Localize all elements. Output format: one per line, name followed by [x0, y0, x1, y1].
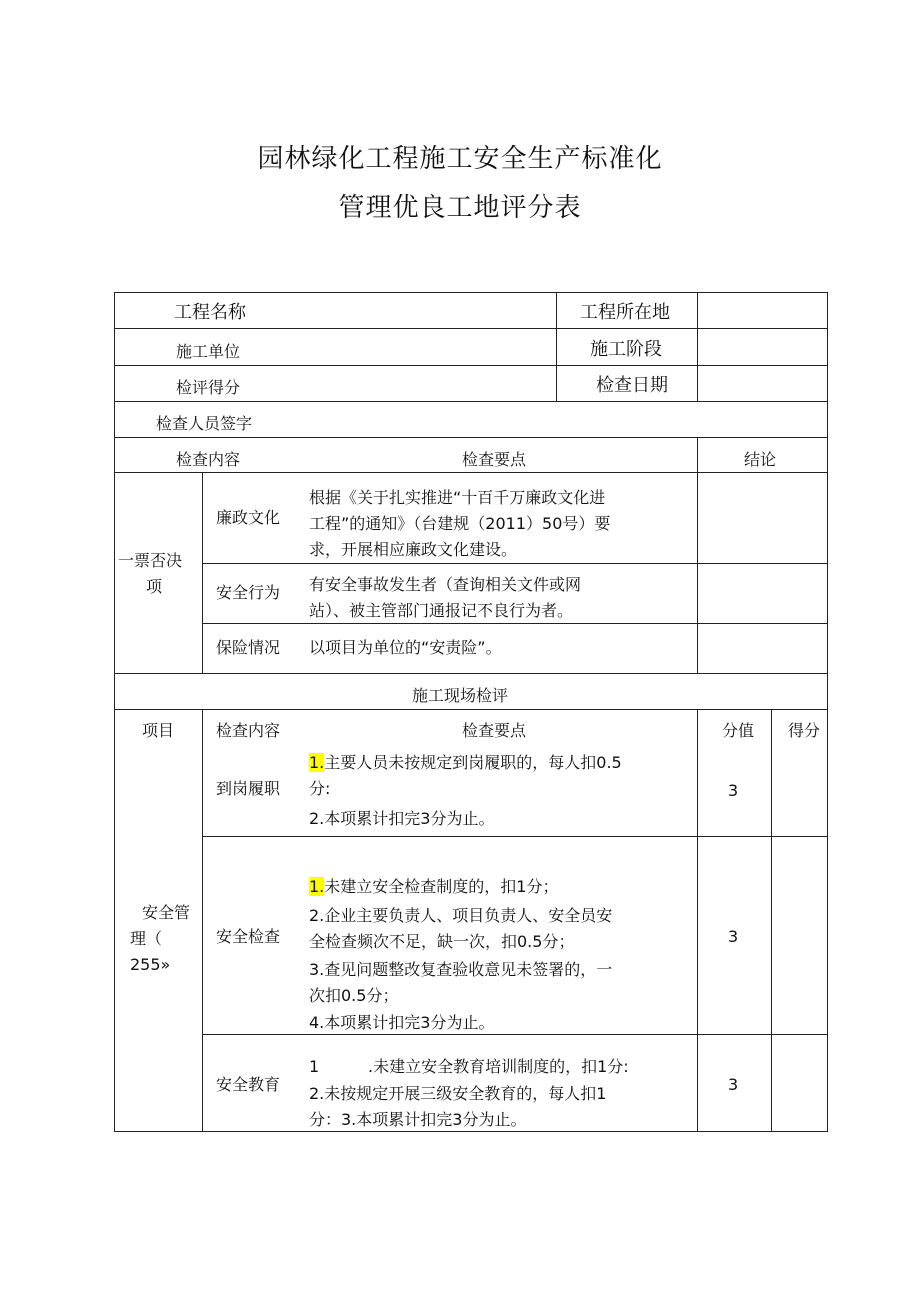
veto-group-label-2: 项 — [146, 577, 163, 596]
site-row-value: 3 — [728, 927, 739, 946]
veto-item-point-line: 根据《关于扎实推进“十百千万廉政文化进 — [309, 488, 606, 507]
inspector-signature-label: 检查人员签字 — [156, 414, 253, 433]
site-row-point-line: .未建立安全教育培训制度的，扣1分: — [368, 1057, 629, 1076]
highlighted-number: 1. — [309, 753, 325, 772]
document-title-line-2: 管理优良工地评分表 — [338, 193, 582, 223]
site-row-value: 3 — [728, 1075, 739, 1094]
veto-conclusion-header: 结论 — [744, 450, 777, 469]
veto-item-point-line: 工程”的通知》（台建规（2011）50号）要 — [309, 514, 611, 533]
site-group-label-3: 255» — [130, 955, 171, 974]
construction-stage-label: 施工阶段 — [590, 339, 662, 360]
site-group-label-2: 理（ — [130, 929, 163, 948]
site-row-value: 3 — [728, 781, 739, 800]
site-row-point-line: 全检查频次不足，缺一次，扣0.5分； — [309, 932, 575, 951]
veto-item-name: 保险情况 — [216, 638, 281, 657]
site-row-name: 到岗履职 — [216, 779, 281, 798]
document-title-line-1: 园林绿化工程施工安全生产标准化 — [257, 144, 663, 174]
site-row-point-line: 次扣0.5分； — [309, 986, 399, 1005]
site-row-point-line: 分：3.本项累计扣完3分为止。 — [309, 1110, 527, 1129]
score-label: 检评得分 — [176, 378, 241, 397]
project-location-label: 工程所在地 — [580, 302, 670, 323]
site-value-header: 分值 — [722, 721, 755, 740]
veto-item-name: 安全行为 — [216, 583, 281, 602]
site-row-point-line: 2.未按规定开展三级安全教育的，每人扣1 — [309, 1084, 607, 1103]
site-row-point-line: 4.本项累计扣完3分为止。 — [309, 1013, 495, 1032]
site-row-point-line: 1.主要人员未按规定到岗履职的，每人扣0.5 — [309, 753, 622, 772]
site-row-point-line: 3.查见问题整改复查验收意见未签署的，一 — [309, 960, 613, 979]
site-score-header: 得分 — [788, 721, 821, 740]
project-name-label: 工程名称 — [174, 302, 246, 323]
site-row-name: 安全检查 — [216, 927, 281, 946]
site-row-name: 安全教育 — [216, 1075, 281, 1094]
site-row-point-line: 1 — [309, 1057, 320, 1076]
site-content-header: 检查内容 — [216, 721, 281, 740]
veto-item-point-line: 站）、被主管部门通报记不良行为者。 — [309, 601, 574, 620]
site-row-point-line: 1.未建立安全检查制度的，扣1分； — [309, 877, 559, 896]
site-points-header: 检查要点 — [462, 721, 527, 740]
veto-content-header: 检查内容 — [176, 450, 241, 469]
site-row-point-line: 2.本项累计扣完3分为止。 — [309, 809, 495, 828]
site-row-point-line: 2.企业主要负责人、项目负责人、安全员安 — [309, 906, 613, 925]
veto-item-point-line: 以项目为单位的“安责险”。 — [309, 638, 502, 657]
inspection-date-label: 检查日期 — [596, 375, 668, 396]
highlighted-number: 1. — [309, 877, 325, 896]
construction-unit-label: 施工单位 — [176, 342, 241, 361]
veto-item-point-line: 有安全事故发生者（查询相关文件或网 — [309, 575, 582, 594]
site-section-title: 施工现场检评 — [412, 686, 509, 705]
veto-item-name: 廉政文化 — [216, 508, 281, 527]
veto-group-label: 一票否决 — [118, 551, 183, 570]
veto-item-point-line: 求，开展相应廉政文化建设。 — [309, 540, 518, 559]
site-item-header: 项目 — [142, 721, 175, 740]
site-group-label: 安全管 — [142, 903, 191, 922]
site-row-point-line: 分: — [309, 779, 331, 798]
veto-points-header: 检查要点 — [462, 450, 527, 469]
